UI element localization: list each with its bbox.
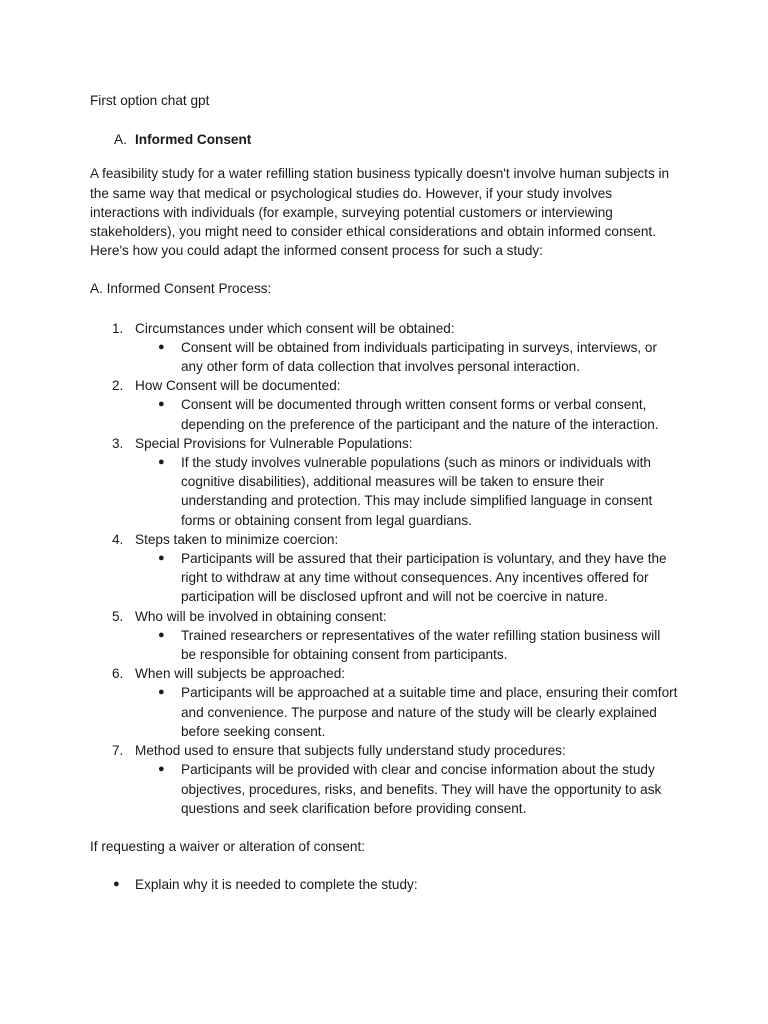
section-heading — [114, 130, 678, 149]
step-title: Circumstances under which consent will be obtained: — [135, 320, 455, 336]
bullet-icon: ● — [158, 686, 165, 699]
step-bullet-text: Participants will be assured that their participation is voluntary, and they have the right to withdraw at any time without consequences. Any incentives offered for participation will be disclosed upfront and will not be coercive in nature. — [181, 551, 667, 605]
step-bullet-text: Consent will be obtained from individuals participating in surveys, interviews, or any other form of data collection that involves personal interaction. — [181, 339, 658, 375]
step-number: 4. — [112, 531, 124, 547]
bullet-icon: ● — [158, 763, 165, 776]
list-item — [90, 607, 678, 665]
waiver-bullet — [90, 875, 678, 894]
step-bullet-text: Participants will be provided with clear and concise information about the study objectives, procedures, risks, and benefits. They will have the opportunity to ask questions and seek clarification before providing consent. — [181, 762, 662, 816]
step-title: Special Provisions for Vulnerable Populations: — [135, 435, 413, 451]
bullet-icon: ● — [158, 552, 165, 565]
bullet-icon: ● — [113, 878, 120, 891]
bullet-icon: ● — [158, 398, 165, 411]
intro-line: First option chat gpt — [90, 93, 210, 108]
bullet-icon: ● — [158, 456, 165, 469]
waiver-title: If requesting a waiver or alteration of consent: — [90, 838, 366, 854]
bullet-icon: ● — [158, 628, 165, 641]
step-number: 6. — [112, 666, 124, 682]
step-number: 1. — [112, 320, 124, 336]
list-item — [90, 319, 678, 377]
step-number: 7. — [112, 743, 124, 759]
step-title: Method used to ensure that subjects fully understand study procedures: — [135, 743, 566, 759]
process-title: A. Informed Consent Process: — [90, 281, 272, 297]
consent-steps-list — [90, 319, 678, 818]
bullet-icon: ● — [158, 340, 165, 353]
step-bullet-text: Trained researchers or representatives of the water refilling station business will be responsible for obtaining consent from participants. — [181, 627, 661, 663]
step-number: 3. — [112, 435, 124, 451]
step-title: When will subjects be approached: — [135, 666, 346, 682]
step-title: How Consent will be documented: — [135, 378, 341, 394]
step-title: Who will be involved in obtaining consent: — [135, 608, 387, 624]
list-item — [90, 530, 678, 607]
step-number: 2. — [112, 378, 124, 394]
list-item — [90, 741, 678, 818]
list-item — [90, 664, 678, 741]
list-item — [90, 434, 678, 530]
list-item — [90, 376, 678, 434]
step-bullet-text: Consent will be documented through written consent forms or verbal consent, depending on the preference of the participant and the nature of the interaction. — [181, 397, 659, 432]
step-bullet-text: Participants will be approached at a suitable time and place, ensuring their comfort and convenience. The purpose and nature of the study will be clearly explained before seeking consent. — [181, 685, 678, 739]
waiver-bullet-text: Explain why it is needed to complete the study: — [135, 877, 418, 893]
intro-paragraph: A feasibility study for a water refilling station business typically doesn't involve human subjects in the same way that medical or psychological studies do. However, if your study involves interactions with individuals (for example, surveying potential customers or interviewing stakeholders), you might need to consider ethical considerations and obtain informed consent. Here's how you could adapt the informed consent process for such a study: — [90, 166, 670, 259]
section-heading-text: Informed Consent — [135, 132, 252, 148]
step-title: Steps taken to minimize coercion: — [135, 531, 339, 547]
section-heading-letter: A. — [114, 132, 127, 148]
step-number: 5. — [112, 608, 124, 624]
step-bullet-text: If the study involves vulnerable populations (such as minors or individuals with cognitive disabilities), additional measures will be taken to ensure their understanding and protection. This may include simplified language in consent forms or obtaining consent from legal guardians. — [181, 455, 653, 528]
